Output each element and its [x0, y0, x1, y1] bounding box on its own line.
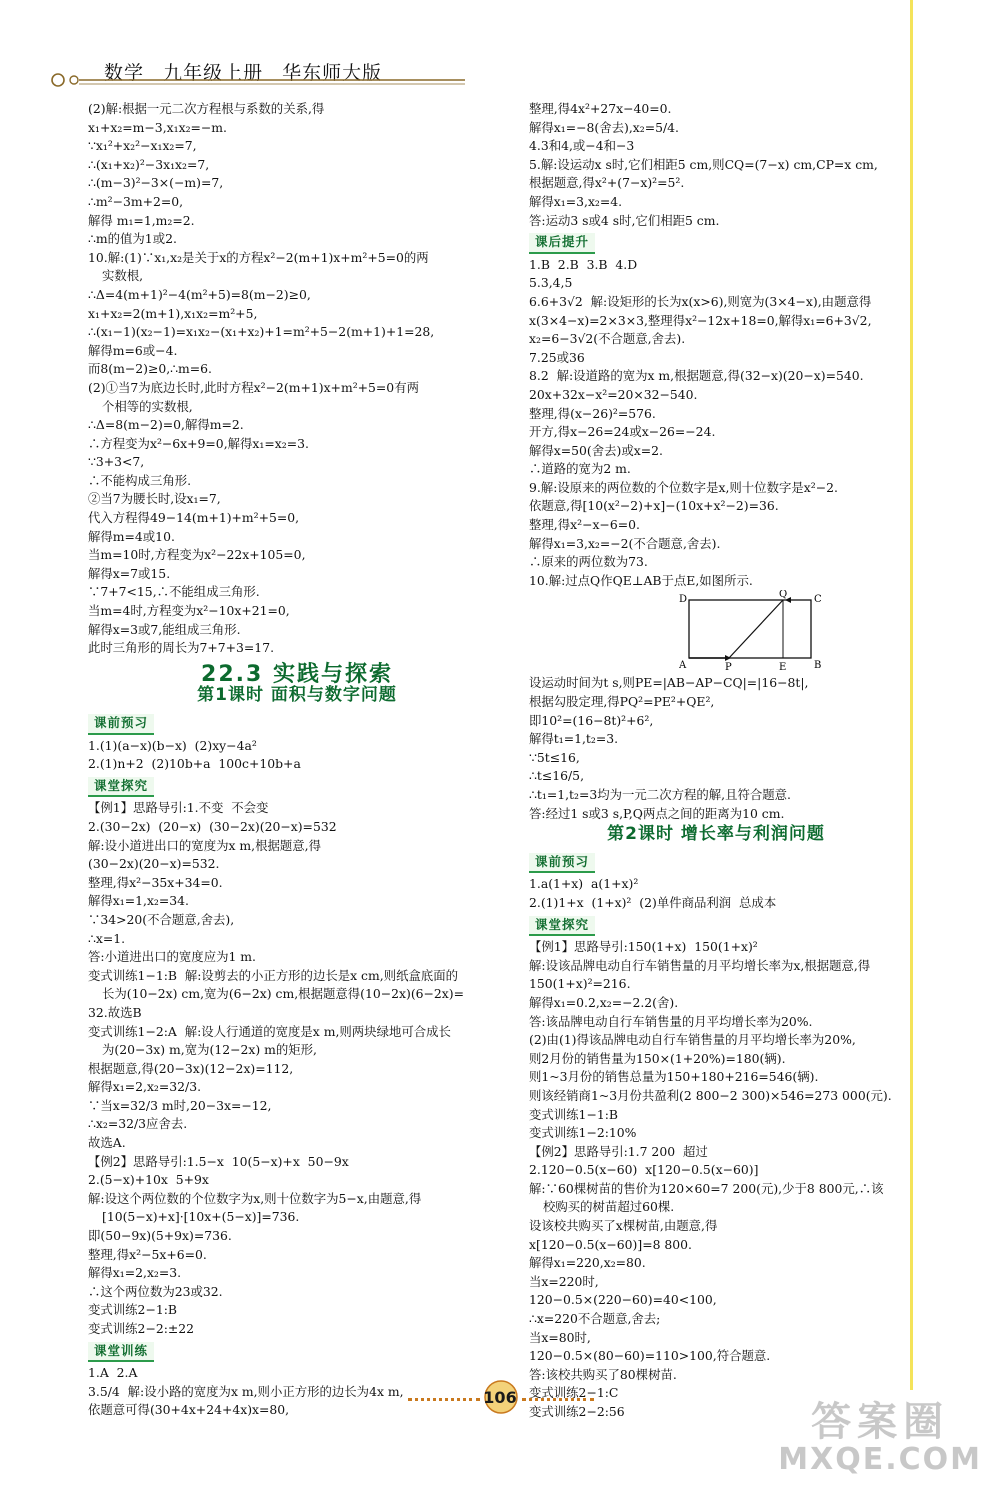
left-block-explore [88, 799, 506, 1338]
text-line: 则该经销商1~3月份共盈利(2 800−2 300)×546=273 000(元). [529, 1087, 892, 1103]
text-line: 解得x₁=−8(舍去),x₂=5/4. [529, 119, 679, 135]
text-line: 答:该品牌电动自行车销售量的月平均增长率为20%. [529, 1013, 813, 1029]
text-line: ∴道路的宽为2 m. [529, 461, 631, 477]
rectangle-diagram [679, 590, 829, 674]
label-E: E [779, 662, 787, 674]
text-line: x(3×4−x)=2×3×3,整理得x²−12x+18=0,解得x₁=6+3√2, [529, 312, 872, 328]
text-line: 当x=80时, [529, 1329, 591, 1345]
text-line: ∴Δ=4(m+1)²−4(m²+5)=8(m−2)≥0, [88, 286, 311, 302]
text-line: 解得x=50(舍去)或x=2. [529, 442, 663, 458]
text-line: 变式训练1−2:A 解:设人行通道的宽度是x m,则两块绿地可合成长 [88, 1023, 451, 1039]
tag-explore: 课堂探究 [88, 777, 154, 798]
right-block-explore [529, 938, 903, 1421]
text-line: 解得x=3或7,能组成三角形. [88, 621, 241, 637]
text-line: 变式训练1−2:10% [529, 1125, 637, 1141]
tag-preview: 课前预习 [88, 714, 154, 735]
text-line: [10(5−x)+x]·[10x+(5−x)]=736. [102, 1209, 300, 1225]
text-line: ∴(m−3)²−3×(−m)=7, [88, 175, 224, 191]
text-line: ∵x₁²+x₂²−x₁x₂=7, [88, 138, 197, 154]
text-line: 答:小道进出口的宽度应为1 m. [88, 949, 256, 965]
text-line: 9.解:设原来的两位数的个位数字是x,则十位数字是x²−2. [529, 479, 838, 495]
text-line: 解得x₁=2,x₂=3. [88, 1265, 182, 1281]
watermark-line1: 答案圈 [811, 1399, 950, 1445]
text-line: 解:设小道进出口的宽度为x m,根据题意,得 [88, 837, 321, 853]
text-line: ∵7+7<15,∴不能组成三角形. [88, 584, 260, 600]
tag-after-class: 课后提升 [529, 233, 595, 254]
text-line: 【例2】思路导引:1.5−x 10(5−x)+x 50−9x [88, 1153, 349, 1169]
right-column [529, 100, 903, 1422]
text-line: 变式训练1−1:B [529, 1106, 618, 1122]
text-line: 3.5/4 解:设小路的宽度为x m,则小正方形的边长为4x m, [88, 1383, 404, 1399]
text-line: 解:设这个两位数的个位数字为x,则十位数字为5−x,由题意,得 [88, 1190, 422, 1206]
tag-explore-2: 课堂探究 [529, 916, 595, 937]
text-line: 整理,得x²−5x+6=0. [88, 1246, 207, 1262]
text-line: (2)由(1)得该品牌电动自行车销售量的月平均增长率为20%, [529, 1032, 856, 1048]
text-line: 解得m=4或10. [88, 528, 175, 544]
text-line: 校购买的树苗超过60棵. [543, 1199, 675, 1215]
header-grade: 九年级上册 [163, 62, 264, 84]
text-line: 变式训练2−2:±22 [88, 1321, 195, 1336]
text-line: 2.(5−x)+10x 5+9x [88, 1172, 209, 1188]
text-line: ∴这个两位数为23或32. [88, 1283, 223, 1299]
text-line: x₁+x₂=2(m+1),x₁x₂=m²+5, [88, 305, 258, 321]
text-line: 当m=4时,方程变为x²−10x+21=0, [88, 603, 290, 619]
text-line: ∵3+3<7, [88, 454, 145, 470]
section-title: 22.3 实践与探索 [201, 661, 393, 687]
text-line: ∴(x₁−1)(x₂−1)=x₁x₂−(x₁+x₂)+1=m²+5−2(m+1)+1=28, [88, 324, 435, 340]
text-line: 开方,得x−26=24或x−26=−24. [529, 424, 716, 440]
text-line: 变式训练2−1:B [88, 1302, 177, 1318]
text-line: 依题意,得[10(x²−2)+x]−(10x+x²−2)=36. [529, 498, 779, 514]
header-rule [50, 66, 470, 96]
text-line: 150(1+x)²=216. [529, 976, 631, 992]
text-line: 【例2】思路导引:1.7 200 超过 [529, 1143, 708, 1159]
left-block-preview [88, 737, 506, 774]
text-line: 此时三角形的周长为7+7+3=17. [88, 640, 275, 656]
text-line: 解得x₁=220,x₂=80. [529, 1255, 646, 1271]
text-line: 解得x₁=3,x₂=−2(不合题意,舍去). [529, 535, 721, 551]
text-line: 解得x₁=1,x₂=34. [88, 893, 189, 909]
text-line: ②当7为腰长时,设x₁=7, [88, 491, 221, 507]
right-block-preview [529, 875, 903, 912]
text-line: ∵34>20(不合题意,舍去), [88, 911, 235, 927]
text-line: 解得x=7或15. [88, 565, 171, 581]
text-line: ∴x=220不合题意,舍去; [529, 1311, 661, 1327]
text-line: 变式训练2−2:56 [529, 1404, 625, 1419]
text-line: 2.(1)1+x (1+x)² (2)单件商品利润 总成本 [529, 894, 777, 910]
text-line: 答:运动3 s或4 s时,它们相距5 cm. [529, 212, 720, 228]
right-block-training-cont [529, 100, 903, 230]
text-line: ∴t₁=1,t₂=3均为一元二次方程的解,且符合题意. [529, 787, 791, 802]
text-line: 整理,得x²−35x+34=0. [88, 874, 223, 890]
text-line: 整理,得(x−26)²=576. [529, 405, 656, 421]
label-P: P [725, 662, 732, 674]
text-line: ∴m的值为1或2. [88, 231, 177, 247]
left-column [88, 100, 506, 1420]
text-line: 10.解:(1)∵x₁,x₂是关于x的方程x²−2(m+1)x+m²+5=0的两 [88, 249, 429, 265]
text-line: ∵当x=32/3 m时,20−3x=−12, [88, 1097, 272, 1113]
lesson-2-title: 第2课时 增长率与利润问题 [607, 824, 825, 845]
text-line: 当m=10时,方程变为x²−22x+105=0, [88, 547, 306, 563]
label-C: C [814, 594, 822, 606]
label-D: D [679, 594, 688, 606]
header-edition: 华东师大版 [282, 62, 383, 84]
text-line: (2)①当7为底边长时,此时方程x²−2(m+1)x+m²+5=0有两 [88, 379, 419, 395]
text-line: 解得x₁=0.2,x₂=−2.2(舍). [529, 994, 679, 1010]
page-number: 106 [483, 1388, 517, 1407]
text-line: 5.3,4,5 [529, 275, 573, 291]
text-line: x₁+x₂=m−3,x₁x₂=−m. [88, 119, 227, 135]
text-line: 10.解:过点Q作QE⊥AB于点E,如图所示. [529, 572, 753, 588]
text-line: 实数根, [102, 268, 144, 284]
margin-line [910, 0, 913, 1390]
text-line: 依题意可得(30+4x+24+4x)x=80, [88, 1402, 290, 1418]
text-line: 根据题意,得x²+(7−x)²=5². [529, 175, 685, 191]
text-line: 解得x₁=3,x₂=4. [529, 193, 623, 209]
text-line: 根据勾股定理,得PQ²=PE²+QE², [529, 694, 715, 710]
text-line: 即(50−9x)(5+9x)=736. [88, 1228, 232, 1244]
text-line: (2)解:根据一元二次方程根与系数的关系,得 [88, 101, 325, 116]
text-line: ∴x=1. [88, 930, 126, 946]
text-line: 代入方程得49−14(m+1)+m²+5=0, [88, 510, 300, 526]
text-line: 故选A. [88, 1135, 126, 1151]
left-block-previous-answers [88, 100, 506, 658]
text-line: ∴方程变为x²−6x+9=0,解得x₁=x₂=3. [88, 435, 309, 451]
text-line: ∴(x₁+x₂)²−3x₁x₂=7, [88, 156, 210, 172]
text-line: 1.B 2.B 3.B 4.D [529, 256, 638, 272]
text-line: 解得x₁=2,x₂=32/3. [88, 1079, 202, 1095]
text-line: 120−0.5×(220−60)=40<100, [529, 1292, 717, 1308]
text-line: 个相等的实数根, [102, 398, 193, 414]
geometry-figure [529, 590, 903, 674]
text-line: 变式训练2−1:C [529, 1385, 619, 1401]
label-A: A [679, 660, 687, 672]
label-Q: Q [779, 590, 788, 601]
watermark [778, 1400, 982, 1476]
text-line: 设运动时间为t s,则PE=|AB−AP−CQ|=|16−8t|, [529, 675, 809, 691]
text-line: 整理,得x²−x−6=0. [529, 517, 640, 533]
footer-dots-left [408, 1398, 480, 1404]
text-line: ∴x₂=32/3应舍去. [88, 1116, 188, 1132]
text-line: 解:设该品牌电动自行车销售量的月平均增长率为x,根据题意,得 [529, 957, 871, 973]
text-line: 【例1】思路导引:1.不变 不会变 [88, 800, 269, 816]
text-line: 2.(1)n+2 (2)10b+a 100c+10b+a [88, 756, 301, 772]
text-line: ∴m²−3m+2=0, [88, 193, 184, 209]
text-line: 则2月份的销售量为150×(1+20%)=180(辆). [529, 1050, 786, 1066]
text-line: 1.A 2.A [88, 1365, 138, 1381]
text-line: 4.3和4,或−4和−3 [529, 138, 635, 154]
text-line: 答:该校共购买了80棵树苗. [529, 1366, 677, 1382]
text-line: 为(20−3x) m,宽为(12−2x) m的矩形, [102, 1042, 317, 1058]
text-line: 1.a(1+x) a(1+x)² [529, 876, 639, 892]
lesson-1-title: 第1课时 面积与数字问题 [197, 685, 397, 706]
tag-training: 课堂训练 [88, 1342, 154, 1363]
text-line: ∴Δ=8(m−2)=0,解得m=2. [88, 417, 244, 433]
text-line: 答:经过1 s或3 s,P,Q两点之间的距离为10 cm. [529, 805, 785, 821]
text-line: 即10²=(16−8t)²+6², [529, 712, 654, 728]
text-line: 32.故选B [88, 1004, 142, 1020]
right-block-figure-solution [529, 674, 903, 823]
text-line: 解得m=6或−4. [88, 342, 178, 358]
text-line: 变式训练1−1:B 解:设剪去的小正方形的边长是x cm,则纸盒底面的 [88, 967, 459, 983]
right-block-after-class [529, 256, 903, 591]
text-line: 根据题意,得(20−3x)(12−2x)=112, [88, 1060, 294, 1076]
header-subject: 数学 [104, 62, 145, 84]
text-line: 5.解:设运动x s时,它们相距5 cm,则CQ=(7−x) cm,CP=x cm, [529, 156, 878, 172]
text-line: 6.6+3√2 解:设矩形的长为x(x>6),则宽为(3×4−x),由题意得 [529, 293, 872, 309]
text-line: 120−0.5×(80−60)=110>100,符合题意. [529, 1348, 771, 1364]
text-line: (30−2x)(20−x)=532. [88, 856, 220, 872]
text-line: ∴t≤16/5, [529, 768, 585, 784]
label-B: B [814, 660, 822, 672]
text-line: 而8(m−2)≥0,∴m=6. [88, 361, 212, 377]
text-line: 设该校共购买了x棵树苗,由题意,得 [529, 1218, 718, 1234]
text-line: 解:∵60棵树苗的售价为120×60=7 200(元),少于8 800元,∴该 [529, 1180, 884, 1196]
text-line: 整理,得4x²+27x−40=0. [529, 101, 672, 116]
text-line: 7.25或36 [529, 349, 585, 365]
text-line: 则1~3月份的销售总量为150+180+216=546(辆). [529, 1069, 819, 1085]
text-line: 长为(10−2x) cm,宽为(6−2x) cm,根据题意得(10−2x)(6−2x)= [102, 986, 465, 1002]
tag-preview-2: 课前预习 [529, 853, 595, 874]
text-line: ∴原来的两位数为73. [529, 554, 648, 570]
text-line: 1.(1)(a−x)(b−x) (2)xy−4a² [88, 737, 257, 753]
footer-dots-right [522, 1398, 594, 1404]
text-line: 当x=220时, [529, 1273, 599, 1289]
text-line: x₂=6−3√2(不合题意,舍去). [529, 331, 686, 347]
text-line: 20x+32x−x²=20×32−540. [529, 386, 698, 402]
left-block-training [88, 1364, 506, 1420]
text-line: 2.(30−2x) (20−x) (30−2x)(20−x)=532 [88, 818, 337, 834]
text-line: 解得t₁=1,t₂=3. [529, 731, 619, 747]
text-line: ∴不能构成三角形. [88, 472, 192, 488]
text-line: x[120−0.5(x−60)]=8 800. [529, 1236, 692, 1252]
text-line: 8.2 解:设道路的宽为x m,根据题意,得(32−x)(20−x)=540. [529, 368, 864, 384]
text-line: ∵5t≤16, [529, 749, 580, 765]
text-line: 【例1】思路导引:150(1+x) 150(1+x)² [529, 939, 758, 955]
text-line: 2.120−0.5(x−60) x[120−0.5(x−60)] [529, 1162, 759, 1178]
text-line: 解得 m₁=1,m₂=2. [88, 212, 195, 228]
watermark-line2: MXQE.COM [778, 1442, 982, 1477]
